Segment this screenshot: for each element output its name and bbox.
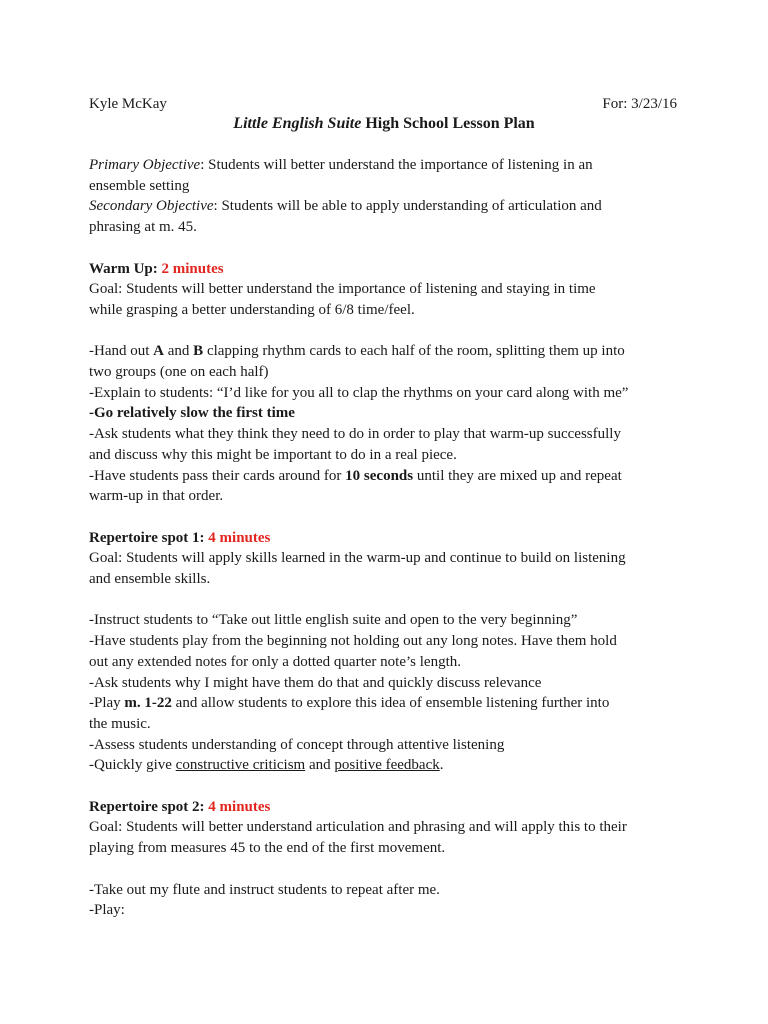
spacer xyxy=(89,776,689,797)
secondary-objective xyxy=(89,196,689,217)
rep1-step-2: -Have students play from the beginning not holding out any long notes. Have them hold xyxy=(89,633,617,650)
secondary-objective-cont: phrasing at m. 45. xyxy=(89,219,197,236)
step-text: -Play xyxy=(89,695,125,712)
spacer xyxy=(89,507,689,528)
warmup-step-4: -Ask students what they think they need to do in order to play that warm-up successfully xyxy=(89,426,621,443)
rep1-step-3: -Ask students why I might have them do that and quickly discuss relevance xyxy=(89,674,542,691)
header-row xyxy=(89,94,677,114)
lesson-content xyxy=(89,155,689,921)
primary-objective-text: : Students will better understand the importance of listening in an xyxy=(200,157,593,173)
rep1-heading-label: Repertoire spot 1: xyxy=(89,529,209,546)
rep1-step-5: -Assess students understanding of concept through attentive listening xyxy=(89,736,505,753)
warmup-heading-label: Warm Up: xyxy=(89,260,162,277)
spacer xyxy=(89,238,689,259)
spacer xyxy=(89,859,689,880)
rep2-goal: Goal: Students will better understand articulation and phrasing and will apply this to their xyxy=(89,819,627,836)
rep1-goal-cont: and ensemble skills. xyxy=(89,571,211,588)
step-text: -Quickly give xyxy=(89,757,176,774)
card-a-label: A xyxy=(153,343,164,360)
warmup-goal-cont: while grasping a better understanding of 6/8 time/feel. xyxy=(89,301,415,318)
secondary-objective-text: : Students will be able to apply understanding of articulation and xyxy=(213,198,602,215)
step-text: -Hand out xyxy=(89,343,154,360)
rep2-goal-cont: playing from measures 45 to the end of the first movement. xyxy=(89,840,446,857)
primary-objective-label: Primary Objective xyxy=(89,157,201,173)
rep1-step-4-cont: the music. xyxy=(89,715,151,732)
step-text: and xyxy=(305,757,335,774)
step-text: -Have students pass their cards around for xyxy=(89,467,346,484)
warmup-step-2: -Explain to students: “I’d like for you all to clap the rhythms on your card along with me” xyxy=(89,384,629,401)
primary-objective xyxy=(89,155,689,176)
warmup-step-1-cont: two groups (one on each half) xyxy=(89,364,269,380)
duration-text: 10 seconds xyxy=(345,467,414,484)
step-text: until they are mixed up and repeat xyxy=(413,467,622,484)
rep1-step-4 xyxy=(89,693,689,714)
underlined-term: positive feedback xyxy=(334,757,440,774)
spacer xyxy=(89,590,689,611)
primary-objective-cont: ensemble setting xyxy=(89,177,190,194)
rep2-step-2: -Play: xyxy=(89,902,125,919)
warmup-step-5 xyxy=(89,466,689,487)
warmup-goal: Goal: Students will better understand the importance of listening and staying in time xyxy=(89,281,596,298)
title-rest: High School Lesson Plan xyxy=(361,115,535,132)
warmup-step-5-cont: warm-up in that order. xyxy=(89,488,224,505)
warmup-step-1 xyxy=(89,341,689,362)
rep1-step-2-cont: out any extended notes for only a dotted quarter note’s length. xyxy=(89,653,461,670)
rep2-time: 4 minutes xyxy=(208,798,271,815)
secondary-objective-label: Secondary Objective xyxy=(89,198,214,215)
author-name: Kyle McKay xyxy=(89,96,167,112)
warmup-time: 2 minutes xyxy=(161,260,224,277)
measure-range: m. 1-22 xyxy=(124,695,172,712)
warmup-step-4-cont: and discuss why this might be important to do in a real piece. xyxy=(89,446,457,463)
rep1-time: 4 minutes xyxy=(208,529,271,546)
page-title xyxy=(0,114,768,134)
rep1-goal: Goal: Students will apply skills learned in the warm-up and continue to build on listening xyxy=(89,550,626,567)
title-italic: Little English Suite xyxy=(233,115,362,132)
rep2-step-1: -Take out my flute and instruct students to repeat after me. xyxy=(89,881,440,898)
card-b-label: B xyxy=(193,343,204,360)
warmup-heading xyxy=(89,259,689,280)
warmup-step-3: -Go relatively slow the first time xyxy=(89,405,295,422)
rep2-heading xyxy=(89,797,689,818)
step-text: and allow students to explore this idea of ensemble listening further into xyxy=(171,695,610,712)
underlined-term: constructive criticism xyxy=(175,757,306,774)
rep2-heading-label: Repertoire spot 2: xyxy=(89,798,209,815)
rep1-step-6 xyxy=(89,755,689,776)
step-text: clapping rhythm cards to each half of the room, splitting them up into xyxy=(203,343,625,360)
step-text: and xyxy=(164,343,194,360)
lesson-date: For: 3/23/16 xyxy=(602,96,677,112)
rep1-heading xyxy=(89,528,689,549)
rep1-step-1: -Instruct students to “Take out little english suite and open to the very beginning” xyxy=(89,612,578,629)
spacer xyxy=(89,321,689,342)
step-text: . xyxy=(439,757,444,774)
